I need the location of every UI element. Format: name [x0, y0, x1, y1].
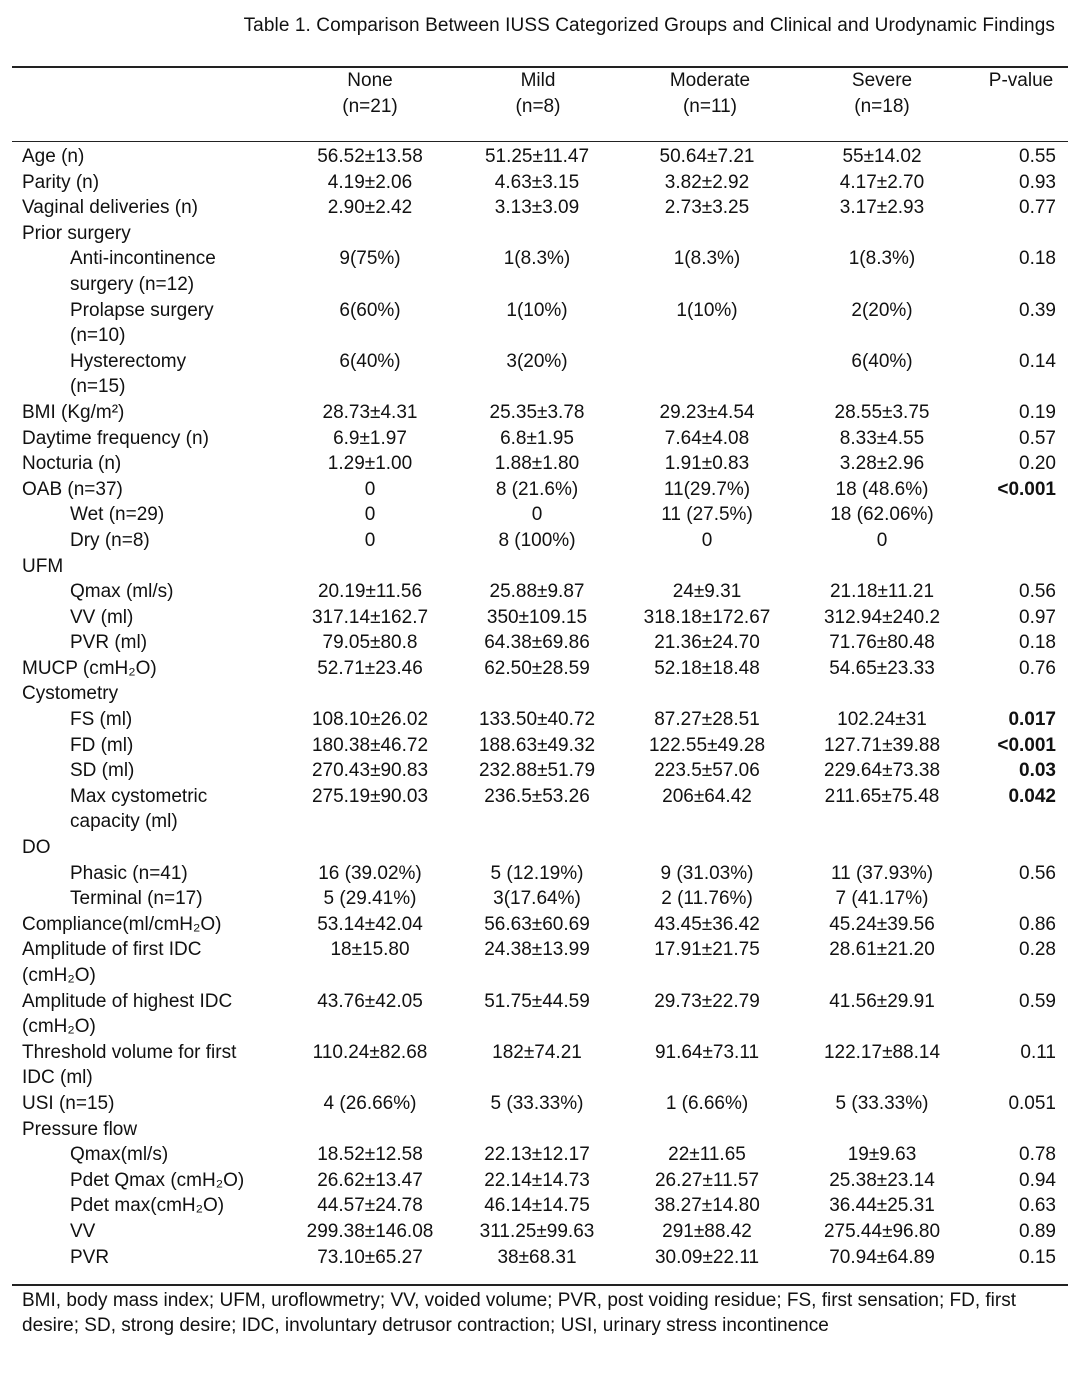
table-row — [22, 963, 1062, 989]
cell-none: 0 — [364, 504, 376, 526]
cell-moderate: 0 — [701, 529, 713, 551]
cell-mild: 4.63±3.15 — [494, 171, 580, 193]
row-label: SD (ml) — [70, 760, 135, 782]
cell-p-value: 0.97 — [1019, 606, 1056, 628]
table-row — [22, 681, 1062, 707]
row-label: Nocturia (n) — [22, 453, 122, 475]
table-row — [22, 170, 1062, 196]
cell-severe: 122.17±88.14 — [823, 1041, 941, 1063]
cell-none: 44.57±24.78 — [317, 1195, 423, 1217]
cell-none: 56.52±13.58 — [317, 146, 423, 167]
cell-p-value: 0.76 — [1019, 657, 1056, 679]
cell-severe: 8.33±4.55 — [839, 427, 925, 449]
cell-p-value: 0.18 — [1019, 248, 1056, 270]
cell-mild: 3(20%) — [506, 350, 568, 372]
row-label: OAB (n=37) — [22, 478, 123, 500]
cell-p-value: 0.15 — [1019, 1246, 1056, 1268]
cell-moderate: 206±64.42 — [662, 785, 752, 807]
cell-moderate: 122.55±49.28 — [648, 734, 766, 756]
cell-mild: 6.8±1.95 — [500, 427, 574, 449]
cell-p-value: 0.86 — [1019, 913, 1056, 935]
cell-severe: 28.55±3.75 — [834, 401, 930, 423]
table-row — [22, 451, 1062, 477]
table-row — [22, 554, 1062, 580]
cell-none: 0 — [364, 529, 376, 551]
cell-moderate: 2 (11.76%) — [661, 888, 753, 910]
row-label: VV (ml) — [70, 606, 134, 628]
cell-p-value: 0.63 — [1019, 1195, 1056, 1217]
cell-severe: 21.18±11.21 — [829, 581, 935, 603]
cell-none: 275.19±90.03 — [311, 785, 429, 807]
row-label: Vaginal deliveries (n) — [22, 197, 199, 219]
cell-none: 0 — [364, 478, 376, 500]
row-label: surgery (n=12) — [70, 273, 195, 295]
cell-moderate: 30.09±22.11 — [654, 1246, 760, 1268]
cell-p-value: 0.55 — [1019, 146, 1056, 167]
cell-moderate: 17.91±21.75 — [654, 939, 760, 961]
cell-severe: 18 (48.6%) — [835, 478, 929, 500]
header-moderate — [640, 68, 780, 120]
row-label: UFM — [22, 555, 64, 577]
cell-mild: 350±109.15 — [486, 606, 588, 628]
cell-none: 6(40%) — [339, 350, 401, 372]
cell-moderate: 91.64±73.11 — [654, 1041, 760, 1063]
row-label: IDC (ml) — [22, 1067, 93, 1089]
cell-severe: 70.94±64.89 — [829, 1246, 935, 1268]
row-label: DO — [22, 837, 51, 859]
cell-none: 18.52±12.58 — [317, 1144, 423, 1166]
row-label: Age (n) — [22, 146, 85, 167]
cell-mild: 188.63±49.32 — [478, 734, 596, 756]
row-label: Pdet Qmax (cmH₂O) — [70, 1169, 245, 1191]
cell-none: 4.19±2.06 — [327, 171, 413, 193]
cell-mild: 62.50±28.59 — [484, 657, 590, 679]
cell-p-value: 0.20 — [1019, 453, 1056, 475]
row-label: capacity (ml) — [70, 811, 178, 833]
cell-p-value: 0.18 — [1019, 632, 1056, 654]
cell-mild: 311.25±99.63 — [479, 1220, 595, 1242]
cell-mild: 38±68.31 — [497, 1246, 577, 1268]
table-row — [22, 1040, 1062, 1066]
header-mild — [468, 68, 608, 120]
row-label: Phasic (n=41) — [70, 862, 188, 884]
table-row — [22, 195, 1062, 221]
header-severe-n: (n=18) — [854, 96, 910, 117]
cell-p-value: <0.001 — [997, 734, 1056, 756]
cell-p-value: 0.56 — [1019, 581, 1056, 603]
cell-severe: 6(40%) — [851, 350, 913, 372]
table-row — [22, 937, 1062, 963]
cell-none: 270.43±90.83 — [311, 760, 429, 782]
cell-severe: 3.17±2.93 — [839, 197, 925, 219]
header-rule — [12, 141, 1068, 142]
cell-moderate: 1.91±0.83 — [664, 453, 750, 475]
table-row — [22, 835, 1062, 861]
cell-mild: 22.14±14.73 — [484, 1169, 590, 1191]
cell-none: 43.76±42.05 — [317, 990, 423, 1012]
cell-moderate: 223.5±57.06 — [654, 760, 760, 782]
table-row — [22, 426, 1062, 452]
cell-mild: 51.25±11.47 — [484, 146, 590, 167]
cell-severe: 25.38±23.14 — [829, 1169, 935, 1191]
cell-severe: 5 (33.33%) — [835, 1092, 929, 1114]
cell-severe: 36.44±25.31 — [829, 1195, 935, 1217]
cell-mild: 232.88±51.79 — [478, 760, 596, 782]
cell-moderate: 318.18±172.67 — [643, 606, 771, 628]
cell-mild: 8 (21.6%) — [495, 478, 579, 500]
row-label: VV — [70, 1220, 96, 1242]
table-row — [22, 1168, 1062, 1194]
table-row — [22, 1245, 1062, 1271]
row-label: PVR (ml) — [70, 632, 148, 654]
row-label: Threshold volume for first — [22, 1041, 237, 1063]
table-row — [22, 502, 1062, 528]
cell-p-value: 0.57 — [1019, 427, 1056, 449]
cell-moderate: 11 (27.5%) — [661, 504, 753, 526]
cell-p-value: 0.39 — [1019, 299, 1056, 321]
cell-p-value: 0.77 — [1019, 197, 1056, 219]
cell-mild: 3(17.64%) — [493, 888, 581, 910]
cell-p-value: 0.051 — [1008, 1092, 1056, 1114]
cell-severe: 312.94±240.2 — [823, 606, 941, 628]
cell-mild: 133.50±40.72 — [478, 709, 596, 731]
table-row — [22, 528, 1062, 554]
cell-severe: 1(8.3%) — [848, 248, 916, 270]
cell-none: 1.29±1.00 — [327, 453, 413, 475]
header-moderate-label: Moderate — [669, 70, 751, 91]
cell-mild: 182±74.21 — [492, 1041, 582, 1063]
row-label: (cmH₂O) — [22, 1016, 96, 1038]
row-label: Prolapse surgery — [70, 299, 214, 321]
table-row — [22, 630, 1062, 656]
row-label: PVR — [70, 1246, 110, 1268]
table-row — [22, 323, 1062, 349]
cell-severe: 41.56±29.91 — [829, 990, 935, 1012]
cell-p-value: 0.59 — [1019, 990, 1056, 1012]
cell-mild: 51.75±44.59 — [484, 990, 590, 1012]
cell-moderate: 26.27±11.57 — [654, 1169, 760, 1191]
header-severe — [812, 68, 952, 120]
cell-severe: 7 (41.17%) — [835, 888, 929, 910]
cell-severe: 275.44±96.80 — [823, 1220, 941, 1242]
table-row — [22, 298, 1062, 324]
table-row — [22, 349, 1062, 375]
cell-mild: 5 (33.33%) — [490, 1092, 584, 1114]
header-none-label: None — [347, 70, 393, 91]
cell-p-value: 0.017 — [1008, 709, 1056, 731]
cell-p-value: <0.001 — [997, 478, 1056, 500]
table-row — [22, 272, 1062, 298]
table-row — [22, 1014, 1062, 1040]
table-row — [22, 400, 1062, 426]
table-row — [22, 1117, 1062, 1143]
cell-moderate: 87.27±28.51 — [654, 709, 760, 731]
cell-p-value: 0.93 — [1019, 171, 1056, 193]
row-label: Dry (n=8) — [70, 529, 150, 551]
cell-p-value: 0.11 — [1020, 1041, 1056, 1063]
cell-moderate: 1 (6.66%) — [665, 1092, 749, 1114]
cell-severe: 211.65±75.48 — [824, 785, 940, 807]
row-label: (cmH₂O) — [22, 965, 96, 986]
cell-severe: 0 — [876, 529, 888, 551]
table-row — [22, 1142, 1062, 1168]
row-label: Amplitude of first IDC — [22, 939, 202, 961]
cell-moderate: 1(10%) — [676, 299, 738, 321]
cell-p-value: 0.89 — [1019, 1220, 1056, 1242]
cell-mild: 1(8.3%) — [503, 248, 571, 270]
cell-none: 73.10±65.27 — [317, 1246, 423, 1268]
row-label: Amplitude of highest IDC — [22, 990, 233, 1012]
cell-severe: 4.17±2.70 — [839, 171, 925, 193]
table-row — [22, 989, 1062, 1015]
table-row — [22, 1219, 1062, 1245]
cell-moderate: 24±9.31 — [672, 581, 742, 603]
cell-p-value: 0.94 — [1019, 1169, 1056, 1191]
cell-mild: 64.38±69.86 — [484, 632, 590, 654]
cell-mild: 24.38±13.99 — [484, 939, 590, 961]
cell-severe: 55±14.02 — [842, 146, 922, 167]
bottom-rule — [12, 1284, 1068, 1286]
cell-moderate: 22±11.65 — [668, 1144, 746, 1166]
row-label: Daytime frequency (n) — [22, 427, 209, 449]
cell-severe: 28.61±21.20 — [829, 939, 935, 961]
table-row — [22, 579, 1062, 605]
cell-moderate: 29.73±22.79 — [654, 990, 760, 1012]
cell-none: 6(60%) — [339, 299, 401, 321]
cell-moderate: 50.64±7.21 — [659, 146, 755, 167]
header-p-value-label: P-value — [988, 70, 1054, 91]
table-row — [22, 246, 1062, 272]
cell-none: 6.9±1.97 — [333, 427, 407, 449]
table-row — [22, 1091, 1062, 1117]
cell-moderate: 7.64±4.08 — [664, 427, 750, 449]
row-label: Cystometry — [22, 683, 119, 705]
cell-severe: 2(20%) — [851, 299, 913, 321]
cell-mild: 236.5±53.26 — [484, 785, 590, 807]
row-label: BMI (Kg/m²) — [22, 401, 125, 423]
cell-p-value: 0.56 — [1019, 862, 1056, 884]
cell-moderate: 29.23±4.54 — [659, 401, 755, 423]
cell-severe: 54.65±23.33 — [829, 657, 935, 679]
table-row — [22, 784, 1062, 810]
cell-severe: 11 (37.93%) — [830, 862, 934, 884]
cell-none: 4 (26.66%) — [323, 1092, 417, 1114]
cell-mild: 56.63±60.69 — [484, 913, 590, 935]
cell-p-value: 0.14 — [1019, 350, 1056, 372]
footnote: BMI, body mass index; UFM, uroflowmetry; VV, voided volume; PVR, post voiding residue; FS, first sensation; FD, first desire; SD, strong desire; IDC, involuntary detrusor contraction; USI, urinary stress incontinence — [22, 1290, 1017, 1336]
cell-none: 299.38±146.08 — [306, 1220, 434, 1242]
row-label: USI (n=15) — [22, 1092, 115, 1114]
table-title: Table 1. Comparison Between IUSS Categorized Groups and Clinical and Urodynamic Findings — [243, 15, 1055, 36]
row-label: FS (ml) — [70, 709, 133, 731]
row-label: Hysterectomy — [70, 350, 187, 372]
cell-mild: 46.14±14.75 — [484, 1195, 590, 1217]
table-row — [22, 809, 1062, 835]
cell-mild: 8 (100%) — [498, 529, 576, 551]
cell-moderate: 38.27±14.80 — [654, 1195, 760, 1217]
cell-moderate: 3.82±2.92 — [664, 171, 750, 193]
cell-mild: 1(10%) — [506, 299, 568, 321]
cell-none: 26.62±13.47 — [317, 1169, 423, 1191]
header-none-n: (n=21) — [342, 96, 398, 117]
cell-none: 20.19±11.56 — [317, 581, 423, 603]
row-label: Prior surgery — [22, 222, 131, 244]
table-row — [22, 656, 1062, 682]
cell-severe: 102.24±31 — [837, 709, 927, 731]
header-mild-label: Mild — [520, 70, 556, 91]
row-label: (n=10) — [70, 325, 126, 347]
row-label: (n=15) — [70, 376, 126, 398]
header-none — [300, 68, 440, 120]
cell-mild: 1.88±1.80 — [494, 453, 580, 475]
cell-moderate: 21.36±24.70 — [654, 632, 760, 654]
table-row — [22, 912, 1062, 938]
cell-none: 18±15.80 — [330, 939, 410, 961]
cell-none: 110.24±82.68 — [312, 1041, 428, 1063]
cell-p-value: 0.042 — [1008, 785, 1056, 807]
row-label: Parity (n) — [22, 171, 100, 193]
header-severe-label: Severe — [851, 70, 913, 91]
cell-mild: 25.35±3.78 — [489, 401, 585, 423]
cell-p-value: 0.28 — [1019, 939, 1056, 961]
cell-moderate: 52.18±18.48 — [654, 657, 760, 679]
cell-mild: 5 (12.19%) — [490, 862, 584, 884]
table-row — [22, 221, 1062, 247]
row-label: MUCP (cmH₂O) — [22, 657, 157, 679]
table-row — [22, 758, 1062, 784]
cell-none: 53.14±42.04 — [317, 913, 423, 935]
table-row — [22, 1065, 1062, 1091]
row-label: Compliance(ml/cmH₂O) — [22, 913, 222, 935]
cell-none: 180.38±46.72 — [311, 734, 429, 756]
cell-none: 79.05±80.8 — [322, 632, 418, 654]
cell-severe: 229.64±73.38 — [823, 760, 941, 782]
header-moderate-n: (n=11) — [682, 96, 738, 117]
cell-p-value: 0.19 — [1019, 401, 1056, 423]
cell-none: 16 (39.02%) — [318, 862, 422, 884]
cell-severe: 127.71±39.88 — [823, 734, 941, 756]
cell-none: 317.14±162.7 — [311, 606, 429, 628]
cell-severe: 18 (62.06%) — [830, 504, 934, 526]
cell-severe: 45.24±39.56 — [829, 913, 935, 935]
table-row — [22, 707, 1062, 733]
table-row — [22, 477, 1062, 503]
cell-none: 28.73±4.31 — [322, 401, 418, 423]
row-label: FD (ml) — [70, 734, 134, 756]
cell-mild: 25.88±9.87 — [489, 581, 585, 603]
cell-severe: 71.76±80.48 — [829, 632, 935, 654]
row-label: Max cystometric — [70, 785, 208, 807]
table-row — [22, 733, 1062, 759]
cell-moderate: 291±88.42 — [662, 1220, 752, 1242]
header-mild-n: (n=8) — [515, 96, 561, 117]
cell-p-value: 0.03 — [1019, 760, 1056, 782]
table-row — [22, 374, 1062, 400]
cell-p-value: 0.78 — [1019, 1144, 1056, 1166]
row-label: Qmax(ml/s) — [70, 1144, 169, 1166]
cell-moderate: 1(8.3%) — [673, 248, 741, 270]
header-p-value — [965, 68, 1077, 94]
table-row — [22, 861, 1062, 887]
cell-severe: 3.28±2.96 — [839, 453, 925, 475]
cell-none: 52.71±23.46 — [317, 657, 423, 679]
table-row — [22, 605, 1062, 631]
cell-moderate: 2.73±3.25 — [664, 197, 750, 219]
cell-none: 5 (29.41%) — [323, 888, 417, 910]
cell-none: 108.10±26.02 — [311, 709, 429, 731]
cell-none: 9(75%) — [339, 248, 401, 270]
row-label: Pressure flow — [22, 1118, 138, 1140]
cell-none: 2.90±2.42 — [327, 197, 413, 219]
row-label: Terminal (n=17) — [70, 888, 203, 910]
cell-mild: 0 — [531, 504, 543, 526]
table-body — [22, 144, 1062, 1270]
cell-moderate: 43.45±36.42 — [654, 913, 760, 935]
table-row — [22, 886, 1062, 912]
row-label: Qmax (ml/s) — [70, 581, 174, 603]
row-label: Anti-incontinence — [70, 248, 216, 270]
row-label: Pdet max(cmH₂O) — [70, 1195, 225, 1217]
cell-moderate: 11(29.7%) — [663, 478, 751, 500]
cell-moderate: 9 (31.03%) — [660, 862, 754, 884]
table-row — [22, 144, 1062, 170]
cell-severe: 19±9.63 — [847, 1144, 917, 1166]
cell-mild: 22.13±12.17 — [484, 1144, 590, 1166]
cell-mild: 3.13±3.09 — [494, 197, 580, 219]
row-label: Wet (n=29) — [70, 504, 165, 526]
table-row — [22, 1193, 1062, 1219]
